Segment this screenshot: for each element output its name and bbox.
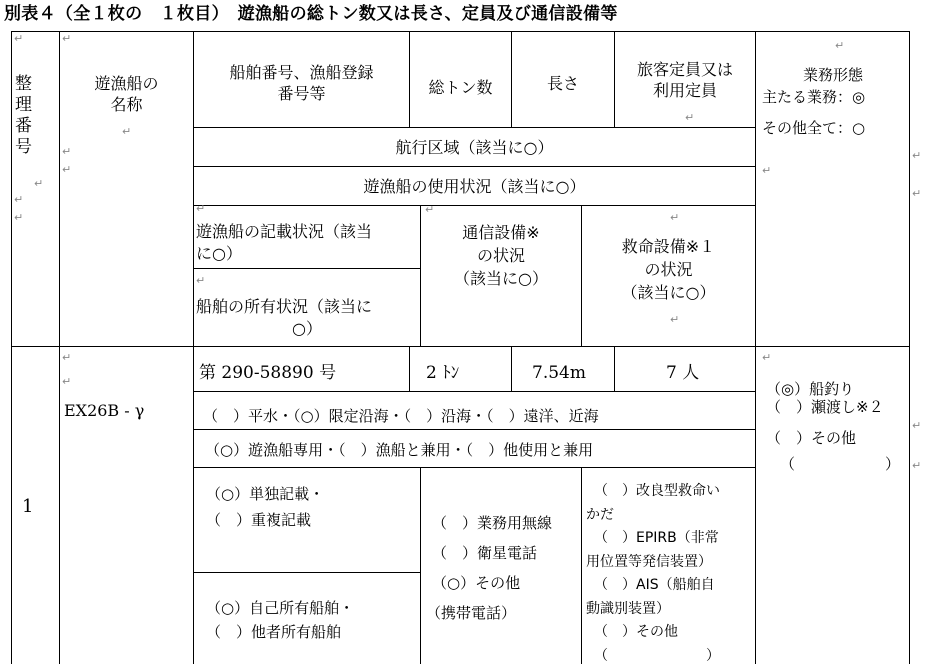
- length-value: 7.54m: [532, 363, 586, 383]
- ownership-status-value: （○）自己所有船舶・ （ ）他者所有船舶: [206, 599, 355, 641]
- header-record-status: 遊漁船の記載状況（該当 に○）: [196, 222, 373, 263]
- header-business-type: 業務形態 主たる業務：◎ その他全て：○: [762, 66, 866, 137]
- header-tonnage: 総トン数: [428, 78, 493, 97]
- tonnage-value: 2 ﾄﾝ: [426, 363, 460, 383]
- usage-status-value: （○）遊漁船専用・（ ）漁船と兼用・（ ）他使用と兼用: [205, 441, 594, 459]
- navigation-area-value: （ ）平水・（○）限定沿海・（ ）沿海・（ ）遠洋、近海: [203, 407, 599, 425]
- capacity-value: 7 人: [666, 363, 700, 383]
- header-capacity: 旅客定員又は 利用定員: [636, 60, 733, 100]
- header-navigation-area: 航行区域（該当に○）: [395, 138, 554, 157]
- header-vessel-name: 遊漁船の 名称: [94, 74, 159, 114]
- header-ownership-status: 船舶の所有状況（該当に ○）: [196, 297, 373, 338]
- business-type-value: （◎）船釣り （ ）瀬渡し※２ （ ）その他 （ ）: [766, 380, 901, 473]
- rescue-equipment-value: （ ）改良型救命い かだ （ ）EPIRB（非常 用位置等発信装置） （ ）AIS（船舶自 動識別装置） （ ）その他 （ ）: [586, 483, 720, 664]
- header-usage-status: 遊漁船の使用状況（該当に○）: [363, 177, 586, 196]
- header-vessel-number: 船舶番号、漁船登録 番号等: [229, 63, 374, 103]
- header-length: 長さ: [546, 74, 579, 93]
- header-rescue-equipment: 救命設備※１ の状況 （該当に○）: [621, 237, 716, 302]
- vessel-number-value: 第 290-58890 号: [199, 363, 337, 383]
- row-number: 1: [22, 496, 34, 517]
- header-seiri-bango: 整 理 番 号: [15, 74, 32, 157]
- page-title: 別表４（全１枚の １枚目） 遊漁船の総トン数又は長さ、定員及び通信設備等: [4, 4, 618, 24]
- record-status-value: （○）単独記載・ （ ）重複記載: [206, 485, 325, 529]
- comm-equipment-value: （ ）業務用無線 （ ）衛星電話 （○）その他 （携帯電話）: [426, 514, 553, 622]
- vessel-name-value: EX26B ‐ γ: [64, 401, 145, 420]
- header-comm-equipment: 通信設備※ の状況 （該当に○）: [454, 223, 548, 288]
